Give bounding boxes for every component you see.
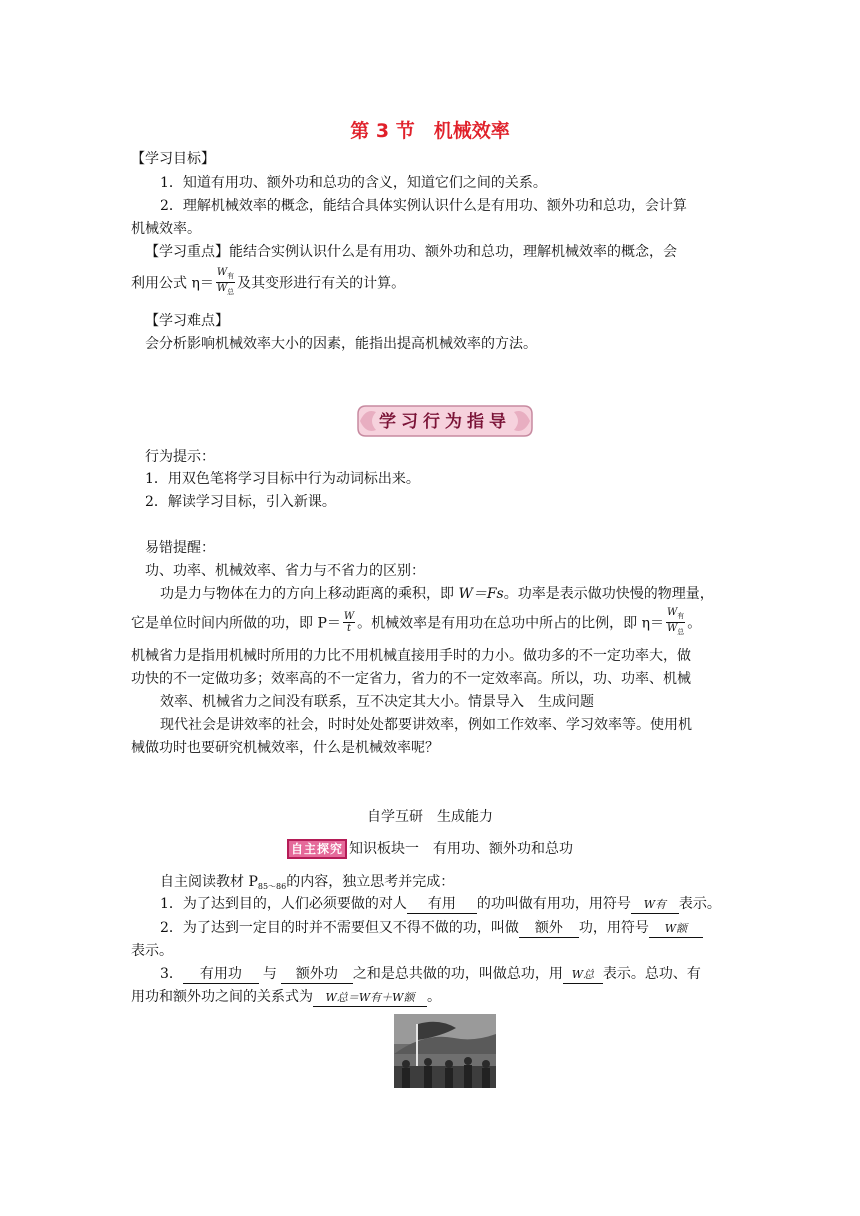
section-banner bbox=[356, 404, 534, 438]
read-prefix: 自主阅读教材 P bbox=[160, 874, 258, 890]
key-points-header: 【学习重点】 bbox=[145, 244, 229, 260]
error-2-suffix: 。功率是表示做功快慢的物理量， bbox=[503, 586, 714, 602]
efficiency-fraction-2: $\frac{W_有}{W_总}$ bbox=[667, 607, 685, 636]
objective-1: 1．知道有用功、额外功和总功的含义，知道它们之间的关系。 bbox=[160, 175, 547, 191]
block-heading bbox=[0, 838, 860, 859]
q4-prefix: 用功和额外功之间的关系式为 bbox=[131, 989, 313, 1005]
formula-prefix: 利用公式 η＝ bbox=[131, 275, 214, 292]
q4-suffix: 。 bbox=[427, 989, 441, 1005]
key-points-formula-line bbox=[131, 268, 731, 299]
q1-answer-blank: 有用 bbox=[407, 896, 477, 914]
intro-line-1: 现代社会是讲效率的社会，时时处处都要讲效率，例如工作效率、学习效率等。使用机 bbox=[160, 717, 692, 733]
error-header: 易错提醒： bbox=[145, 540, 215, 556]
read-pages: 85～86 bbox=[257, 882, 287, 891]
q3-suffix: 表示。总功、有 bbox=[602, 966, 701, 982]
question-1 bbox=[160, 894, 760, 914]
behavior-header: 行为提示： bbox=[145, 449, 215, 465]
q3-and: 与 bbox=[262, 966, 277, 982]
q1-symbol-blank: W有 bbox=[631, 896, 679, 914]
q2-symbol-blank: W额 bbox=[649, 920, 703, 938]
question-3-cont bbox=[131, 987, 731, 1007]
objectives-header: 【学习目标】 bbox=[131, 151, 215, 167]
q3-middle: 之和是总共做的功，叫做总功，用 bbox=[352, 966, 563, 982]
difficulty-text: 会分析影响机械效率大小的因素，能指出提高机械效率的方法。 bbox=[145, 336, 537, 352]
difficulty-header: 【学习难点】 bbox=[145, 313, 229, 329]
section-title: 自学互研 生成能力 bbox=[367, 809, 493, 825]
error-line-6: 效率、机械省力之间没有联系，互不决定其大小。情景导入 生成问题 bbox=[160, 694, 594, 710]
self-study-stamp: 自主探究 bbox=[287, 839, 347, 859]
objective-2: 2．理解机械效率的概念，能结合具体实例认识什么是有用功、额外功和总功，会计算 bbox=[160, 198, 687, 214]
banner-text: 学习行为指导 bbox=[379, 412, 511, 432]
error-3-middle: 。机械效率是有用功在总功中所占的比例，即 η＝ bbox=[357, 615, 664, 632]
q1-suffix: 表示。 bbox=[678, 896, 721, 912]
q1-prefix: 1．为了达到目的，人们必须要做的对人 bbox=[160, 896, 407, 912]
power-fraction: $\frac{W}{t}$ bbox=[343, 611, 355, 634]
efficiency-fraction: $\frac{W_有}{W_总}$ bbox=[216, 267, 235, 296]
error-line-1: 功、功率、机械效率、省力与不省力的区别： bbox=[145, 563, 425, 579]
behavior-1: 1．用双色笔将学习目标中行为动词标出来。 bbox=[145, 471, 420, 487]
q3-prefix: 3． bbox=[160, 966, 183, 982]
error-line-2 bbox=[160, 584, 760, 604]
error-line-3 bbox=[131, 608, 731, 639]
objective-2-cont: 机械效率。 bbox=[131, 221, 201, 237]
q2-prefix: 2．为了达到一定目的时并不需要但又不得不做的功，叫做 bbox=[160, 920, 519, 936]
error-2-prefix: 功是力与物体在力的方向上移动距离的乘积，即 bbox=[160, 586, 459, 602]
key-points bbox=[145, 242, 745, 262]
work-formula: W＝Fs bbox=[458, 586, 504, 602]
intro-line-2: 械做功时也要研究机械效率，什么是机械效率呢？ bbox=[131, 740, 439, 756]
formula-suffix: 及其变形进行有关的计算。 bbox=[237, 275, 406, 292]
q1-middle: 的功叫做有用功，用符号 bbox=[476, 896, 631, 912]
flag-raising-photo bbox=[394, 1014, 496, 1088]
question-2-cont: 表示。 bbox=[131, 943, 173, 959]
q3-answer-2-blank: 额外功 bbox=[281, 966, 353, 984]
error-line-4: 机械省力是指用机械时所用的力比不用机械直接用手时的力小。做功多的不一定功率大，做 bbox=[131, 648, 691, 664]
q2-middle: 功，用符号 bbox=[578, 920, 649, 936]
question-2 bbox=[160, 918, 760, 938]
error-3-suffix: 。 bbox=[687, 615, 702, 632]
behavior-2: 2．解读学习目标，引入新课。 bbox=[145, 494, 336, 510]
q2-answer-blank: 额外 bbox=[519, 920, 579, 938]
q3-symbol-blank: W总 bbox=[563, 966, 603, 984]
read-suffix: 的内容，独立思考并完成： bbox=[286, 874, 455, 890]
q4-relation-blank: W总＝W有＋W额 bbox=[313, 989, 427, 1007]
block-title: 知识板块一 有用功、额外功和总功 bbox=[349, 841, 573, 857]
q3-answer-1-blank: 有用功 bbox=[183, 966, 259, 984]
question-3 bbox=[160, 964, 760, 984]
page-title: 第 3 节 机械效率 bbox=[350, 120, 510, 142]
key-points-text: 能结合实例认识什么是有用功、额外功和总功，理解机械效率的概念，会 bbox=[229, 244, 677, 260]
error-line-5: 功快的不一定做功多；效率高的不一定省力，省力的不一定效率高。所以，功、功率、机械 bbox=[131, 671, 691, 687]
error-3-prefix: 它是单位时间内所做的功，即 P＝ bbox=[131, 615, 341, 632]
